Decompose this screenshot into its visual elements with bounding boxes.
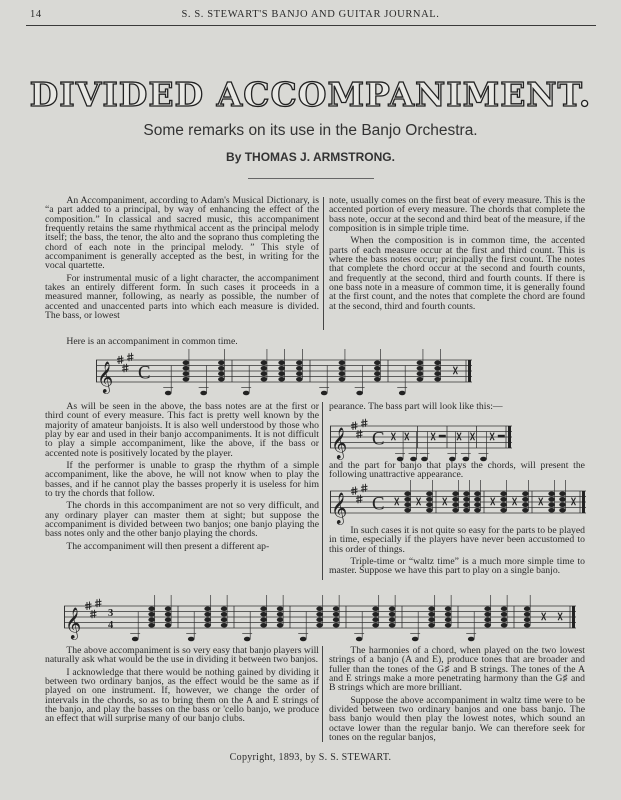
chord-note	[434, 377, 441, 382]
chord-note	[148, 617, 155, 622]
rest-icon	[490, 433, 494, 441]
chord-note	[339, 366, 346, 371]
chord-note	[548, 502, 555, 507]
rest-icon	[558, 613, 562, 621]
chord-note	[218, 377, 225, 382]
chord-note	[278, 366, 285, 371]
bass-note	[356, 391, 363, 396]
treble-clef-icon: 𝄞	[331, 427, 348, 459]
final-barline	[508, 426, 511, 448]
chord-note	[500, 502, 507, 507]
rest-icon	[539, 498, 543, 506]
treble-clef-icon: 𝄞	[65, 607, 82, 639]
column-divider	[322, 402, 323, 580]
chord-note	[148, 606, 155, 611]
section1-right-column	[329, 196, 585, 314]
rest-icon	[431, 433, 435, 441]
bass-part-intro: pearance. The bass part will look like this:—	[329, 401, 503, 412]
chord-note	[277, 612, 284, 617]
chord-note	[428, 617, 435, 622]
chord-note	[372, 617, 379, 622]
chord-note	[484, 612, 491, 617]
paragraph: The above accompaniment is so very easy that banjo players will naturally ask what would be the use in dividing it between two banjos.	[45, 645, 319, 666]
chord-note	[316, 617, 323, 622]
intro-line-wrap	[45, 337, 319, 349]
chord-note	[428, 612, 435, 617]
music-staff-bass-part	[330, 418, 512, 462]
chord-note	[261, 371, 268, 376]
article-byline: By THOMAS J. ARMSTRONG.	[226, 150, 395, 164]
chord-note	[474, 508, 481, 513]
half-rest-icon	[498, 435, 505, 438]
chord-note	[165, 617, 172, 622]
section2-right-top	[329, 402, 585, 414]
chord-note	[296, 360, 303, 365]
column-divider	[322, 646, 323, 742]
chord-note	[221, 623, 228, 628]
bass-note	[468, 637, 475, 642]
chord-note	[426, 508, 433, 513]
chord-note	[277, 617, 284, 622]
chord-note	[452, 508, 459, 513]
chord-note	[204, 617, 211, 622]
chord-note	[204, 623, 211, 628]
paragraph: The harmonies of a chord, when played on the two lowest strings of a banjo (A and E), produce tones that are broader and fuller than the tones of the G♯ and B strings. The tones of the A and E strings make a more penetrating harmony than the G♯ and B strings which are more brilliant.	[329, 645, 585, 694]
chord-note	[148, 612, 155, 617]
chord-note	[501, 606, 508, 611]
paragraph: I acknowledge that there would be nothing gained by dividing it between two ordinary banjos, as the effect would be the same as if played on one instrument. If, however, we change the order of intervals in the chords, so as to bring them on the A and E strings of the banjo, and play the basses on the bass or 'cello banjo, we produce an effect that will surprise many of our banjo clubs.	[45, 666, 319, 725]
chord-note	[474, 497, 481, 502]
common-time-symbol: C	[372, 428, 385, 450]
chord-note	[389, 623, 396, 628]
chord-note	[372, 612, 379, 617]
chord-note	[445, 612, 452, 617]
rest-icon	[457, 433, 461, 441]
journal-title: S. S. STEWART'S BANJO AND GUITAR JOURNAL.	[181, 9, 440, 20]
chord-note	[474, 491, 481, 496]
chord-note	[374, 377, 381, 382]
chord-note	[389, 612, 396, 617]
chord-note	[260, 606, 267, 611]
paragraph: Triple-time or “waltz time” is a much more simple time to master. Suppose we have this part to play on a single banjo.	[329, 556, 585, 577]
chord-note	[417, 371, 424, 376]
music-staff-chords-part	[330, 484, 586, 524]
chord-note	[404, 491, 411, 496]
chord-note	[165, 606, 172, 611]
article-title: DIVIDED ACCOMPANIMENT.	[29, 75, 592, 114]
chord-note	[372, 623, 379, 628]
chord-note	[374, 371, 381, 376]
chord-note	[261, 360, 268, 365]
article-subtitle: Some remarks on its use in the Banjo Orchestra.	[143, 122, 478, 139]
paragraph: note, usually comes on the first beat of every measure. This is the accented portion of every measure. The chords that complete the bass note, occur at the second and third beat of the measure, if the composition is in simple triple time.	[329, 195, 585, 235]
chord-note	[316, 612, 323, 617]
chord-note	[445, 606, 452, 611]
chords-part-intro: and the part for banjo that plays the chords, will present the following unattractive appearance.	[329, 460, 585, 481]
chord-note	[183, 371, 190, 376]
chord-note	[278, 371, 285, 376]
rest-icon	[391, 433, 395, 441]
rest-icon	[395, 498, 399, 506]
rest-icon	[513, 498, 517, 506]
chord-note	[404, 508, 411, 513]
chord-note	[484, 623, 491, 628]
chord-note	[522, 497, 529, 502]
bass-note	[200, 391, 207, 396]
music-staff-waltz-time	[64, 596, 576, 640]
chord-note	[559, 508, 566, 513]
paragraph: An Accompaniment, according to Adam's Musical Dictionary, is “a part added to a principal, by way of enhancing the effect of the composition.” In classical and sacred music, this accompaniment frequently retains the same rhythmical accent as the principal melody itself; the bass, the tenor, the alto and the soprano thus completing the chord of each note in the principal melody. ” This style of accompaniment is generally accepted as the best, in writing for the vocal quartette.	[45, 195, 319, 272]
chord-note	[548, 497, 555, 502]
chord-note	[260, 623, 267, 628]
section1-left-column	[45, 196, 319, 323]
rest-icon	[405, 433, 409, 441]
chord-note	[333, 606, 340, 611]
bass-note	[321, 391, 328, 396]
chord-note	[260, 612, 267, 617]
chord-note	[165, 612, 172, 617]
header-rule	[26, 25, 596, 26]
chord-note	[374, 360, 381, 365]
rest-icon	[470, 433, 474, 441]
rest-icon	[491, 498, 495, 506]
chord-note	[428, 623, 435, 628]
page-number: 14	[30, 9, 42, 20]
rest-icon	[453, 367, 457, 375]
rest-icon	[571, 498, 575, 506]
chord-note	[500, 497, 507, 502]
chord-note	[183, 377, 190, 382]
bass-note	[412, 637, 419, 642]
chord-note	[524, 612, 531, 617]
chord-note	[559, 497, 566, 502]
chord-note	[501, 623, 508, 628]
chord-note	[389, 606, 396, 611]
chord-note	[484, 606, 491, 611]
chord-note	[333, 612, 340, 617]
chord-note	[278, 377, 285, 382]
rest-icon	[542, 613, 546, 621]
chord-note	[221, 606, 228, 611]
chord-note	[524, 606, 531, 611]
chord-note	[339, 371, 346, 376]
chord-note	[500, 491, 507, 496]
music-staff-common-time	[96, 352, 472, 396]
section2-right-bottom	[329, 526, 585, 579]
paragraph: In such cases it is not quite so easy for the parts to be played in time, especially if the players have never been accustomed to this order of things.	[329, 525, 585, 555]
chord-note	[339, 360, 346, 365]
chord-note	[524, 617, 531, 622]
chord-note	[183, 366, 190, 371]
chord-note	[277, 606, 284, 611]
chord-note	[165, 623, 172, 628]
chord-note	[522, 502, 529, 507]
chord-note	[500, 508, 507, 513]
chord-note	[261, 377, 268, 382]
chord-note	[277, 623, 284, 628]
chord-note	[333, 617, 340, 622]
chord-note	[183, 360, 190, 365]
paragraph: When the composition is in common time, the accented parts of each measure occur at the first and third count. This is where the bass notes occur; principally the first count. The notes that complete the chord occur at the second and fourth counts, and frequently at the second, third and fourth counts. If there is one bass note in a measure of common time, it is generally found at the first count, and the notes that complete the chord are found at the second, third and fourth counts.	[329, 235, 585, 312]
chord-note	[221, 617, 228, 622]
bass-note	[356, 637, 363, 642]
chord-note	[417, 377, 424, 382]
chord-note	[501, 617, 508, 622]
chord-note	[445, 617, 452, 622]
final-barline	[572, 606, 575, 628]
chord-note	[278, 360, 285, 365]
chord-note	[218, 371, 225, 376]
bass-note	[244, 637, 251, 642]
chord-note	[426, 497, 433, 502]
bass-note	[188, 637, 195, 642]
section2-left-column	[45, 402, 319, 554]
chord-note	[452, 502, 459, 507]
chord-note	[374, 366, 381, 371]
section2-right-mid	[329, 461, 585, 483]
chord-note	[501, 612, 508, 617]
rest-icon	[417, 498, 421, 506]
chord-note	[296, 366, 303, 371]
chord-note	[474, 502, 481, 507]
chord-note	[339, 377, 346, 382]
chord-note	[484, 617, 491, 622]
paragraph: Suppose the above accompaniment in waltz time were to be divided between two ordinary banjos and one bass banjo. The bass banjo would then play the lowest notes, which sound an octave lower than the regular banjo. We can therefore seek for tones on the regular banjos,	[329, 694, 585, 744]
final-barline	[582, 491, 585, 513]
chord-note	[316, 623, 323, 628]
bass-note	[399, 391, 406, 396]
final-barline	[468, 360, 471, 382]
paragraph: The chords in this accompaniment are not so very difficult, and any ordinary player can master them at sight; but suppose the accompaniment is divided between two banjos; one banjo playing the bass notes only and the other banjo playing the chords.	[45, 500, 319, 540]
chord-note	[260, 617, 267, 622]
copyright: Copyright, 1893, by S. S. STEWART.	[229, 752, 392, 763]
chord-note	[204, 606, 211, 611]
bass-note	[132, 637, 139, 642]
time-signature-bottom: 4	[108, 620, 114, 631]
paragraph: If the performer is unable to grasp the rhythm of a simple accompaniment, like the above, he will not know when to play the basses, and if he cannot play the basses properly it is useless for him to try the chords that follow.	[45, 460, 319, 500]
treble-clef-icon: 𝄞	[331, 492, 348, 524]
paragraph: For instrumental music of a light character, the accompaniment takes an entirely different form. In such cases it proceeds in a measured manner, following, as nearly as possible, the number of accented and unaccented parts into which each measure is divided. The bass, or lowest	[45, 272, 319, 322]
bass-note	[165, 391, 172, 396]
paragraph: The accompaniment will then present a different ap-	[66, 540, 270, 552]
chord-note	[372, 606, 379, 611]
chord-note	[452, 491, 459, 496]
chord-note	[417, 366, 424, 371]
treble-clef-icon: 𝄞	[97, 361, 114, 393]
section3-left-column	[45, 646, 319, 727]
chord-note	[316, 606, 323, 611]
chord-note	[404, 502, 411, 507]
bass-note	[243, 391, 250, 396]
chord-note	[218, 366, 225, 371]
chord-note	[463, 508, 470, 513]
bass-note	[300, 637, 307, 642]
column-divider	[323, 197, 324, 330]
chord-note	[452, 497, 459, 502]
chord-note	[434, 366, 441, 371]
intro-line: Here is an accompaniment in common time.	[66, 336, 238, 347]
chord-note	[389, 617, 396, 622]
common-time-symbol: C	[372, 493, 385, 515]
chord-note	[548, 491, 555, 496]
chord-note	[221, 612, 228, 617]
half-rest-icon	[439, 435, 446, 438]
chord-note	[426, 491, 433, 496]
chord-note	[463, 491, 470, 496]
chord-note	[404, 497, 411, 502]
chord-note	[296, 371, 303, 376]
chord-note	[522, 508, 529, 513]
chord-note	[218, 360, 225, 365]
chord-note	[463, 502, 470, 507]
common-time-symbol: C	[138, 362, 151, 384]
chord-note	[559, 502, 566, 507]
chord-note	[204, 612, 211, 617]
chord-note	[524, 623, 531, 628]
chord-note	[333, 623, 340, 628]
chord-note	[426, 502, 433, 507]
chord-note	[417, 360, 424, 365]
title-rule	[248, 178, 374, 179]
chord-note	[296, 377, 303, 382]
chord-note	[445, 623, 452, 628]
rest-icon	[443, 498, 447, 506]
chord-note	[428, 606, 435, 611]
chord-note	[463, 497, 470, 502]
chord-note	[434, 371, 441, 376]
paragraph: As will be seen in the above, the bass notes are at the first or third count of every measure. This fact is pretty well known by the majority of amateur banjoists. It is also well understood by those who play by ear and used in their banjo accompaniments. It is not difficult to play a simple accompaniment, like the above, if the bass or accented note is positively located by the player.	[45, 401, 319, 459]
chord-note	[261, 366, 268, 371]
chord-note	[148, 623, 155, 628]
chord-note	[559, 491, 566, 496]
section3-right-column	[329, 646, 585, 745]
time-signature-top: 3	[108, 608, 114, 619]
chord-note	[548, 508, 555, 513]
chord-note	[522, 491, 529, 496]
chord-note	[434, 360, 441, 365]
